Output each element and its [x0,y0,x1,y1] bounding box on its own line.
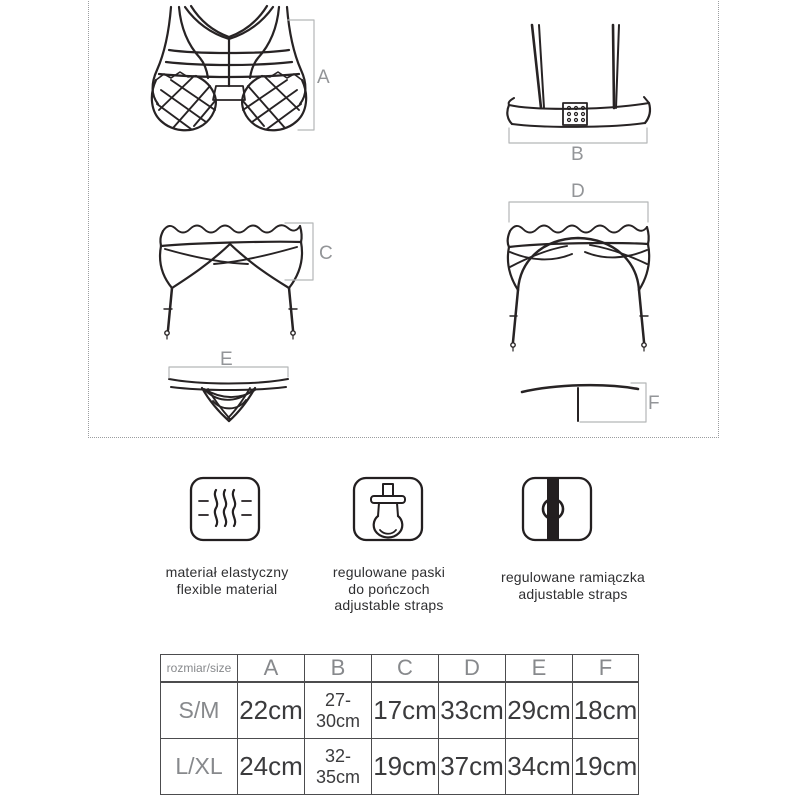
size-table-header-cell: D [439,655,506,682]
size-table-header-cell: C [372,655,439,682]
feature-line: regulowane paski [332,564,446,580]
elastic-material-icon [189,476,261,542]
feature-line: adjustable straps [518,585,628,602]
size-table-header-cell: F [573,655,639,682]
garter-belt-front-drawing [160,225,302,339]
measurement-label-d: D [571,181,585,202]
feature-label-garter-straps [299,564,479,614]
size-table-body [160,682,639,795]
size-table-cell: 29cm [506,683,573,739]
size-table-header-cell: A [238,655,305,682]
feature-line: adjustable straps [334,597,444,613]
feature-line: do pończoch [348,580,430,597]
bra-front-drawing [152,6,306,130]
size-table-cell: 32-35cm [305,739,372,795]
garter-belt-back-drawing [508,225,650,351]
bra-band-back-drawing [507,25,650,127]
measurement-bracket-d [509,202,648,222]
size-table-row-lxl [161,739,639,795]
feature-line: regulowane ramiączka [500,569,646,585]
size-table-cell: S/M [161,683,238,739]
size-table-cell: 33cm [439,683,506,739]
size-table-cell: 19cm [372,739,439,795]
measurement-bracket-b [509,128,647,143]
size-table-cell: L/XL [161,739,238,795]
feature-label-shoulder-straps [473,569,673,602]
measurement-label-f: F [648,393,660,414]
size-table-header-cell: B [305,655,372,682]
size-table-cell: 18cm [573,683,639,739]
size-table-header-cell: E [506,655,573,682]
thong-back-drawing [522,385,638,421]
strap-slider-icon [521,476,593,542]
measurement-diagram-panel [88,0,719,438]
measurement-label-a: A [317,67,330,88]
size-table-cell: 27-30cm [305,683,372,739]
size-table-cell: 17cm [372,683,439,739]
size-table-header-cell: rozmiar/size [161,655,238,682]
feature-line: flexible material [176,580,278,597]
panties-front-drawing [169,379,288,421]
garment-line-art [89,0,718,437]
size-table-cell: 24cm [238,739,305,795]
size-table-cell: 34cm [506,739,573,795]
measurement-label-b: B [571,144,584,165]
feature-line: materiał elastyczny [165,564,289,580]
garter-clip-icon [352,476,424,542]
measurement-label-e: E [220,349,233,370]
measurement-label-c: C [319,243,333,264]
size-table-row-sm [161,683,639,739]
size-table-header [160,654,639,682]
size-table-cell: 19cm [573,739,639,795]
size-table-cell: 22cm [238,683,305,739]
size-table-cell: 37cm [439,739,506,795]
feature-label-elastic [127,564,327,597]
